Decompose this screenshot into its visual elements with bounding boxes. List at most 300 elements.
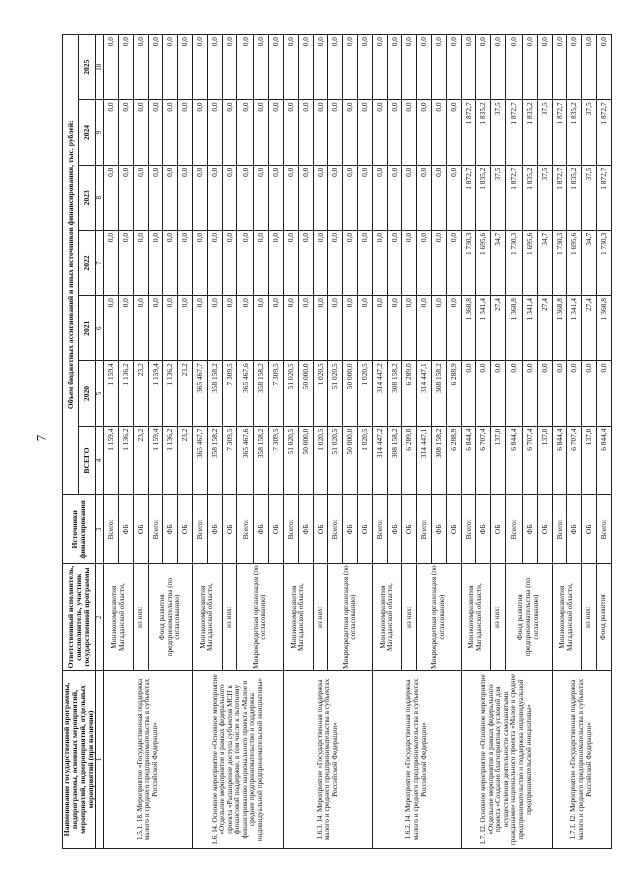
program-description: 1.7.1. I2. Мероприятие «Государственная поддержка малого и среднего предпринимательства в субъектах Российской Федерации» bbox=[552, 671, 611, 849]
value-year: 0,0 bbox=[328, 165, 343, 230]
value-year: 0,0 bbox=[284, 165, 299, 230]
value-year: 0,0 bbox=[269, 165, 284, 230]
table-row bbox=[193, 35, 208, 849]
header-year: 2025 bbox=[79, 35, 95, 100]
executor: Микрокредитная организация (по согласованию) bbox=[417, 564, 461, 671]
value-year: 0,0 bbox=[597, 35, 612, 100]
budget-table bbox=[62, 34, 612, 849]
value-total: 7 309,5 bbox=[222, 426, 237, 495]
header-year: 2022 bbox=[79, 230, 95, 295]
value-year: 0,0 bbox=[269, 100, 284, 165]
header-year: 2023 bbox=[79, 165, 95, 230]
value-year: 34,7 bbox=[537, 230, 552, 295]
value-total: 6 289,0 bbox=[402, 426, 417, 495]
value-year: 0,0 bbox=[552, 361, 567, 426]
value-year: 1 159,4 bbox=[104, 361, 119, 426]
page-number: 7 bbox=[33, 434, 49, 442]
executor: Минэкономразвития Магаданской области, bbox=[284, 564, 314, 671]
value-year: 0,0 bbox=[387, 165, 402, 230]
value-total: 51 020,5 bbox=[328, 426, 343, 495]
value-year: 1 730,3 bbox=[506, 230, 523, 295]
column-index: 2 bbox=[95, 564, 103, 671]
value-year: 0,0 bbox=[387, 230, 402, 295]
value-total: 6 844,4 bbox=[552, 426, 567, 495]
executor: Фонд развития предпринимательства (по согласованию) bbox=[148, 564, 192, 671]
value-year: 0,0 bbox=[284, 35, 299, 100]
value-year: 51 020,5 bbox=[328, 361, 343, 426]
value-year: 1 368,8 bbox=[552, 296, 567, 361]
value-year: 27,4 bbox=[537, 296, 552, 361]
value-total: 1 136,2 bbox=[163, 426, 178, 495]
value-total: 6 707,4 bbox=[567, 426, 582, 495]
value-year: 1 341,4 bbox=[476, 296, 491, 361]
value-year: 1 368,8 bbox=[506, 296, 523, 361]
column-index: 5 bbox=[95, 361, 103, 426]
value-total: 1 159,4 bbox=[104, 426, 119, 495]
value-year: 0,0 bbox=[133, 100, 148, 165]
value-year: 0,0 bbox=[269, 35, 284, 100]
value-year: 0,0 bbox=[537, 361, 552, 426]
funding-source: ФБ bbox=[432, 495, 447, 564]
value-year: 0,0 bbox=[552, 35, 567, 100]
funding-source: Всего: bbox=[372, 495, 387, 564]
value-total: 6 844,4 bbox=[597, 426, 612, 495]
value-year: 0,0 bbox=[178, 296, 193, 361]
value-year: 1 835,2 bbox=[523, 165, 538, 230]
value-total: 6 707,4 bbox=[523, 426, 538, 495]
value-year: 0,0 bbox=[597, 361, 612, 426]
value-year: 0,0 bbox=[237, 296, 254, 361]
value-year: 1 020,5 bbox=[313, 361, 328, 426]
rotated-content bbox=[62, 34, 609, 849]
value-year: 0,0 bbox=[417, 230, 432, 295]
value-year: 6 289,0 bbox=[402, 361, 417, 426]
value-total: 314 447,2 bbox=[372, 426, 387, 495]
value-total: 314 447,1 bbox=[417, 426, 432, 495]
column-index: 10 bbox=[95, 35, 103, 100]
funding-source: ФБ bbox=[207, 495, 222, 564]
value-year: 0,0 bbox=[476, 35, 491, 100]
value-year: 0,0 bbox=[328, 100, 343, 165]
funding-source: Всего: bbox=[284, 495, 299, 564]
program-description: 1.6.1. I4. Мероприятие «Государственная поддержка малого и среднего предпринимательства в субъектах Российской Федерации» bbox=[284, 671, 373, 849]
executor: Фонд развития bbox=[597, 564, 612, 671]
value-total: 308 158,2 bbox=[432, 426, 447, 495]
value-year: 50 000,0 bbox=[343, 361, 358, 426]
value-year: 37,5 bbox=[491, 100, 506, 165]
value-year: 1 835,2 bbox=[476, 100, 491, 165]
value-year: 0,0 bbox=[523, 361, 538, 426]
value-year: 1 368,8 bbox=[461, 296, 476, 361]
funding-source: ОБ bbox=[133, 495, 148, 564]
value-year: 0,0 bbox=[104, 165, 119, 230]
value-year: 0,0 bbox=[254, 165, 269, 230]
value-year: 0,0 bbox=[193, 296, 208, 361]
value-year: 0,0 bbox=[104, 230, 119, 295]
value-year: 0,0 bbox=[432, 296, 447, 361]
value-year: 0,0 bbox=[163, 35, 178, 100]
value-year: 0,0 bbox=[461, 35, 476, 100]
value-year: 0,0 bbox=[387, 296, 402, 361]
column-index: 3 bbox=[95, 495, 103, 564]
funding-source: Всего: bbox=[417, 495, 432, 564]
value-year: 0,0 bbox=[133, 230, 148, 295]
value-year: 0,0 bbox=[284, 100, 299, 165]
value-year: 34,7 bbox=[491, 230, 506, 295]
funding-source: ФБ bbox=[343, 495, 358, 564]
value-total: 1 020,5 bbox=[358, 426, 373, 495]
value-year: 0,0 bbox=[237, 230, 254, 295]
column-index: 8 bbox=[95, 165, 103, 230]
value-year: 0,0 bbox=[193, 230, 208, 295]
value-year: 1 341,4 bbox=[567, 296, 582, 361]
funding-source: ФБ bbox=[476, 495, 491, 564]
column-index: 4 bbox=[95, 426, 103, 495]
value-year: 1 341,4 bbox=[523, 296, 538, 361]
value-year: 0,0 bbox=[163, 165, 178, 230]
value-year: 0,0 bbox=[284, 296, 299, 361]
executor: Фонд развития предпринимательства (по согласованию) bbox=[506, 564, 553, 671]
value-year: 0,0 bbox=[148, 165, 163, 230]
value-year: 1 730,3 bbox=[552, 230, 567, 295]
value-year: 0,0 bbox=[254, 100, 269, 165]
value-year: 0,0 bbox=[313, 230, 328, 295]
funding-source: ФБ bbox=[567, 495, 582, 564]
funding-source: ОБ bbox=[222, 495, 237, 564]
value-year: 0,0 bbox=[328, 35, 343, 100]
value-year: 0,0 bbox=[432, 100, 447, 165]
value-year: 0,0 bbox=[387, 35, 402, 100]
value-year: 0,0 bbox=[432, 230, 447, 295]
value-total: 23,2 bbox=[178, 426, 193, 495]
value-year: 1 695,6 bbox=[523, 230, 538, 295]
table-row bbox=[372, 35, 387, 849]
header-year: 2020 bbox=[79, 361, 95, 426]
value-year: 0,0 bbox=[237, 165, 254, 230]
funding-source: ОБ bbox=[582, 495, 597, 564]
value-year: 0,0 bbox=[343, 296, 358, 361]
value-year: 308 158,2 bbox=[432, 361, 447, 426]
value-year: 0,0 bbox=[254, 230, 269, 295]
value-year: 0,0 bbox=[298, 100, 313, 165]
value-year: 0,0 bbox=[402, 100, 417, 165]
value-year: 0,0 bbox=[119, 296, 134, 361]
value-year: 0,0 bbox=[148, 35, 163, 100]
value-year: 0,0 bbox=[133, 165, 148, 230]
funding-source: ФБ bbox=[523, 495, 538, 564]
header-year: 2024 bbox=[79, 100, 95, 165]
value-total: 137,0 bbox=[582, 426, 597, 495]
value-year: 0,0 bbox=[402, 230, 417, 295]
funding-source: ФБ bbox=[163, 495, 178, 564]
value-year: 0,0 bbox=[358, 35, 373, 100]
value-year: 0,0 bbox=[148, 100, 163, 165]
value-total: 6 844,4 bbox=[461, 426, 476, 495]
value-total: 1 159,4 bbox=[148, 426, 163, 495]
value-year: 1 695,6 bbox=[476, 230, 491, 295]
executor: из них: bbox=[313, 564, 328, 671]
value-year: 0,0 bbox=[506, 35, 523, 100]
value-total: 365 467,7 bbox=[193, 426, 208, 495]
value-year: 0,0 bbox=[372, 165, 387, 230]
value-year: 1 872,7 bbox=[461, 165, 476, 230]
value-year: 0,0 bbox=[567, 35, 582, 100]
value-year: 1 368,8 bbox=[597, 296, 612, 361]
header-program: Наименование государственной программы, подпрограммы, основных мероприятий, мероприятий, подмероприятий, отдельных мероприятий (при наличии) bbox=[63, 671, 96, 849]
value-year: 0,0 bbox=[104, 296, 119, 361]
value-year: 314 447,1 bbox=[417, 361, 432, 426]
value-year: 0,0 bbox=[193, 35, 208, 100]
value-year: 23,2 bbox=[133, 361, 148, 426]
value-total: 23,2 bbox=[133, 426, 148, 495]
value-year: 0,0 bbox=[178, 35, 193, 100]
value-year: 23,2 bbox=[178, 361, 193, 426]
value-year: 0,0 bbox=[343, 165, 358, 230]
value-year: 0,0 bbox=[284, 230, 299, 295]
value-year: 0,0 bbox=[432, 165, 447, 230]
funding-source: ФБ bbox=[119, 495, 134, 564]
funding-source: ФБ bbox=[387, 495, 402, 564]
value-year: 0,0 bbox=[417, 35, 432, 100]
column-index: 9 bbox=[95, 100, 103, 165]
value-year: 1 136,2 bbox=[119, 361, 134, 426]
value-year: 0,0 bbox=[523, 35, 538, 100]
value-year: 0,0 bbox=[446, 35, 461, 100]
value-year: 0,0 bbox=[446, 165, 461, 230]
executor: из них: bbox=[222, 564, 237, 671]
funding-source: ОБ bbox=[358, 495, 373, 564]
value-year: 0,0 bbox=[537, 35, 552, 100]
value-year: 1 872,7 bbox=[597, 100, 612, 165]
value-year: 0,0 bbox=[254, 35, 269, 100]
value-year: 1 730,3 bbox=[597, 230, 612, 295]
value-year: 0,0 bbox=[313, 296, 328, 361]
funding-source: Всего: bbox=[193, 495, 208, 564]
executor: Минэкономразвития Магаданской области, bbox=[104, 564, 134, 671]
value-year: 0,0 bbox=[222, 35, 237, 100]
executor: Минэкономразвития Магаданской области, bbox=[193, 564, 223, 671]
value-year: 37,5 bbox=[582, 100, 597, 165]
value-year: 0,0 bbox=[222, 296, 237, 361]
value-year: 0,0 bbox=[298, 165, 313, 230]
value-year: 0,0 bbox=[343, 35, 358, 100]
executor: из них: bbox=[491, 564, 506, 671]
column-index: 6 bbox=[95, 296, 103, 361]
value-year: 1 835,2 bbox=[476, 165, 491, 230]
value-year: 0,0 bbox=[222, 230, 237, 295]
executor: из них: bbox=[133, 564, 148, 671]
value-year: 1 872,7 bbox=[597, 165, 612, 230]
value-year: 0,0 bbox=[313, 35, 328, 100]
value-year: 0,0 bbox=[567, 361, 582, 426]
funding-source: Всего: bbox=[104, 495, 119, 564]
value-year: 308 158,2 bbox=[387, 361, 402, 426]
value-year: 0,0 bbox=[148, 296, 163, 361]
value-year: 0,0 bbox=[446, 100, 461, 165]
value-year: 0,0 bbox=[491, 361, 506, 426]
value-year: 50 000,0 bbox=[298, 361, 313, 426]
value-year: 0,0 bbox=[358, 296, 373, 361]
value-year: 0,0 bbox=[506, 361, 523, 426]
funding-source: Всего: bbox=[148, 495, 163, 564]
value-year: 0,0 bbox=[237, 35, 254, 100]
funding-source: ОБ bbox=[537, 495, 552, 564]
table-row bbox=[552, 35, 567, 849]
executor: Минэкономразвития Магаданской области, bbox=[461, 564, 491, 671]
value-year: 27,4 bbox=[582, 296, 597, 361]
value-total: 137,0 bbox=[491, 426, 506, 495]
program-description: 1.6. I4. Основное мероприятие «Основное мероприятие «Отдельное мероприятие в рамках федерального проекта «Расширение доступа субъектов МСП к финансовой поддержке, в том числе к льготному финансированию национального проекта «Малое и среднее предпринимательство и поддержка индивидуальной предпринимательской инициативы» bbox=[193, 671, 284, 849]
value-year: 1 872,7 bbox=[461, 100, 476, 165]
value-year: 0,0 bbox=[269, 230, 284, 295]
value-year: 0,0 bbox=[178, 100, 193, 165]
value-year: 0,0 bbox=[207, 100, 222, 165]
value-total: 6 288,9 bbox=[446, 426, 461, 495]
value-year: 0,0 bbox=[207, 230, 222, 295]
value-year: 0,0 bbox=[222, 100, 237, 165]
value-year: 0,0 bbox=[178, 230, 193, 295]
value-year: 0,0 bbox=[387, 100, 402, 165]
value-year: 1 835,2 bbox=[567, 165, 582, 230]
value-year: 0,0 bbox=[402, 296, 417, 361]
value-total: 358 158,2 bbox=[254, 426, 269, 495]
value-year: 0,0 bbox=[298, 35, 313, 100]
value-total: 50 000,0 bbox=[343, 426, 358, 495]
value-year: 0,0 bbox=[491, 35, 506, 100]
value-year: 358 158,2 bbox=[207, 361, 222, 426]
value-year: 1 730,3 bbox=[461, 230, 476, 295]
value-year: 365 467,6 bbox=[237, 361, 254, 426]
value-year: 0,0 bbox=[148, 230, 163, 295]
value-year: 0,0 bbox=[119, 100, 134, 165]
value-total: 1 136,2 bbox=[119, 426, 134, 495]
program-description: 1.7. I2. Основное мероприятие «Основное мероприятие «Отдельное мероприятие в рамках федерального проекта «Создание благоприятных условий для осуществления деятельности самозанятыми гражданами» национального проекта «Малое и среднее предпринимательство и поддержка индивидуальной предпринимательской инициативы» bbox=[461, 671, 552, 849]
funding-source: ОБ bbox=[446, 495, 461, 564]
funding-source: Всего: bbox=[328, 495, 343, 564]
value-year: 51 020,5 bbox=[284, 361, 299, 426]
value-year: 1 872,7 bbox=[506, 100, 523, 165]
executor: Минэкономразвития Магаданской области, bbox=[372, 564, 402, 671]
header-year: 2021 bbox=[79, 296, 95, 361]
value-year: 0,0 bbox=[343, 100, 358, 165]
program-description: 1.5.1. 18. Мероприятие «Государственная поддержка малого и среднего предпринимательства в субъектах Российской Федерации» bbox=[104, 671, 193, 849]
executor: из них: bbox=[582, 564, 597, 671]
column-index: 7 bbox=[95, 230, 103, 295]
value-total: 50 000,0 bbox=[298, 426, 313, 495]
value-year: 27,4 bbox=[491, 296, 506, 361]
header-total: ВСЕГО bbox=[79, 426, 95, 495]
funding-source: Всего: bbox=[506, 495, 523, 564]
program-description: 1.6.2. I4. Мероприятие «Государственная поддержка малого и среднего предпринимательства в субъектах Российской Федерации» bbox=[372, 671, 461, 849]
funding-source: Всего: bbox=[552, 495, 567, 564]
value-total: 137,0 bbox=[537, 426, 552, 495]
value-year: 0,0 bbox=[417, 100, 432, 165]
value-year: 0,0 bbox=[417, 165, 432, 230]
funding-source: ФБ bbox=[254, 495, 269, 564]
value-year: 0,0 bbox=[119, 35, 134, 100]
value-total: 6 844,4 bbox=[506, 426, 523, 495]
value-total: 51 020,5 bbox=[284, 426, 299, 495]
value-year: 0,0 bbox=[163, 100, 178, 165]
funding-source: ОБ bbox=[269, 495, 284, 564]
header-source: Источники финансирования bbox=[63, 495, 96, 564]
value-year: 0,0 bbox=[193, 100, 208, 165]
value-year: 0,0 bbox=[163, 230, 178, 295]
executor: Микрокредитная организация (по согласованию) bbox=[328, 564, 372, 671]
value-year: 0,0 bbox=[298, 230, 313, 295]
value-year: 0,0 bbox=[417, 296, 432, 361]
value-year: 0,0 bbox=[207, 165, 222, 230]
value-year: 1 872,7 bbox=[552, 165, 567, 230]
value-year: 7 309,5 bbox=[269, 361, 284, 426]
value-year: 34,7 bbox=[582, 230, 597, 295]
header-executor: Ответственный исполнитель, соисполнитель, участник государственной программы bbox=[63, 564, 96, 671]
value-year: 0,0 bbox=[298, 296, 313, 361]
value-year: 6 288,9 bbox=[446, 361, 461, 426]
value-year: 0,0 bbox=[178, 165, 193, 230]
value-year: 0,0 bbox=[446, 230, 461, 295]
table-row bbox=[104, 35, 119, 849]
value-year: 0,0 bbox=[313, 165, 328, 230]
value-year: 37,5 bbox=[537, 100, 552, 165]
value-year: 0,0 bbox=[372, 296, 387, 361]
value-year: 37,5 bbox=[491, 165, 506, 230]
value-total: 308 158,2 bbox=[387, 426, 402, 495]
rotated-sheet bbox=[62, 34, 609, 849]
value-year: 0,0 bbox=[193, 165, 208, 230]
value-year: 1 872,7 bbox=[552, 100, 567, 165]
value-year: 0,0 bbox=[358, 165, 373, 230]
value-year: 0,0 bbox=[207, 296, 222, 361]
value-year: 0,0 bbox=[476, 361, 491, 426]
column-index: 1 bbox=[95, 671, 103, 849]
value-year: 0,0 bbox=[372, 230, 387, 295]
value-year: 37,5 bbox=[582, 165, 597, 230]
value-year: 0,0 bbox=[582, 35, 597, 100]
value-year: 358 158,2 bbox=[254, 361, 269, 426]
value-total: 358 158,2 bbox=[207, 426, 222, 495]
value-year: 1 159,4 bbox=[148, 361, 163, 426]
value-year: 0,0 bbox=[358, 100, 373, 165]
funding-source: ОБ bbox=[402, 495, 417, 564]
value-year: 365 467,7 bbox=[193, 361, 208, 426]
value-year: 0,0 bbox=[372, 100, 387, 165]
value-year: 0,0 bbox=[461, 361, 476, 426]
value-total: 7 309,5 bbox=[269, 426, 284, 495]
value-year: 0,0 bbox=[133, 35, 148, 100]
table-body bbox=[104, 35, 612, 849]
funding-source: Всего: bbox=[461, 495, 476, 564]
value-total: 1 020,5 bbox=[313, 426, 328, 495]
funding-source: Всего: bbox=[237, 495, 254, 564]
executor: Минэкономразвития Магаданской области, bbox=[552, 564, 582, 671]
funding-source: ОБ bbox=[491, 495, 506, 564]
table-row bbox=[284, 35, 299, 849]
value-total: 6 707,4 bbox=[476, 426, 491, 495]
column-index-row bbox=[95, 35, 103, 849]
value-year: 0,0 bbox=[163, 296, 178, 361]
funding-source: ОБ bbox=[313, 495, 328, 564]
value-year: 0,0 bbox=[582, 361, 597, 426]
value-year: 0,0 bbox=[237, 100, 254, 165]
value-year: 1 695,6 bbox=[567, 230, 582, 295]
value-year: 1 020,5 bbox=[358, 361, 373, 426]
value-year: 0,0 bbox=[104, 100, 119, 165]
value-year: 0,0 bbox=[207, 35, 222, 100]
value-total: 365 467,6 bbox=[237, 426, 254, 495]
header-funding-group: Объем бюджетных ассигнований и иных источников финансирования, тыс. рублей: bbox=[63, 35, 79, 495]
executor: из них: bbox=[402, 564, 417, 671]
